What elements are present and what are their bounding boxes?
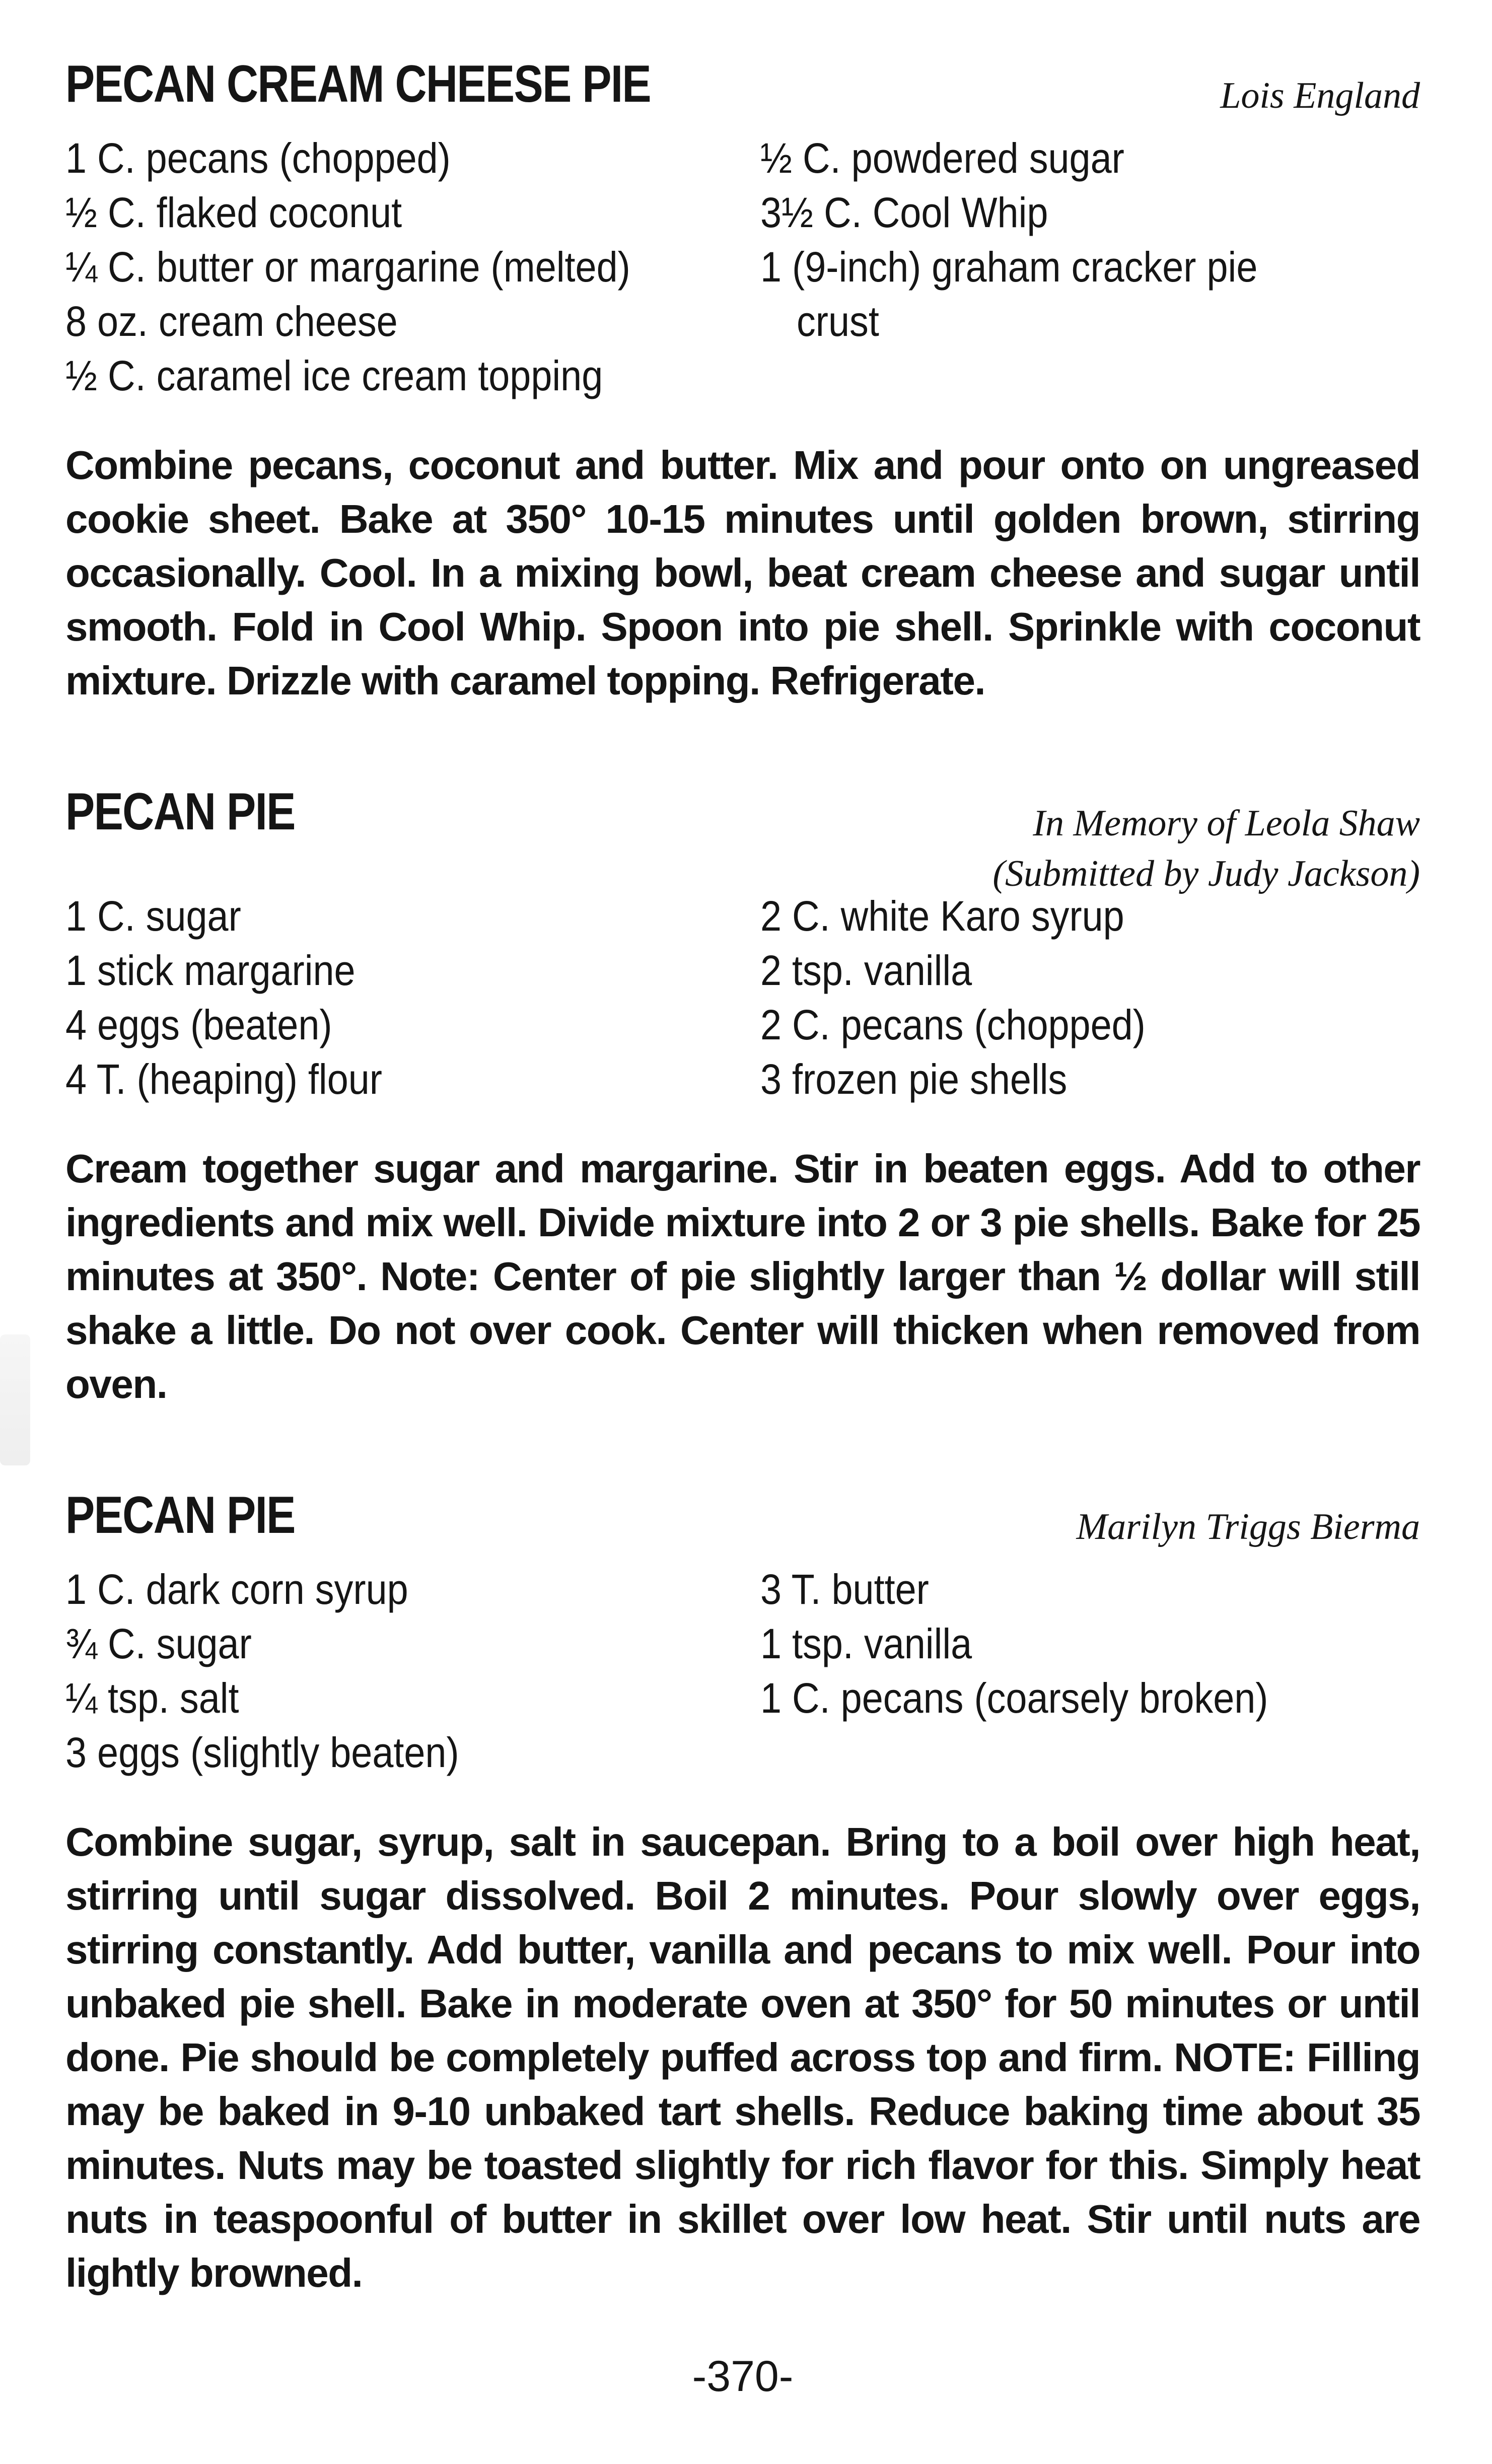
- ingredient: 3½ C. Cool Whip: [760, 189, 1048, 236]
- page-number: -370-: [692, 2352, 794, 2401]
- recipe-credit: [1077, 1502, 1420, 1552]
- recipe-header: [65, 1487, 1420, 1562]
- recipe-method: Combine sugar, syrup, salt in saucepan. Bring to a boil over high heat, stirring until sugar dissolved. Boil 2 minutes. Pour slowly over eggs, stirring constantly. Add butter, vanilla and pecans to mix well. Pour into unbaked pie shell. Bake in moderate oven at 350° for 50 minutes or until done. Pie should be completely puffed across top and firm. NOTE: Filling may be baked in 9-10 unbaked tart shells. Reduce baking time about 35 minutes. Nuts may be toasted slightly for rich flavor for this. Simply heat nuts in teaspoonful of butter in skillet over low heat. Stir until nuts are lightly browned.: [65, 1819, 1420, 2295]
- ingredient: ¾ C. sugar: [65, 1620, 252, 1667]
- ingredient: 1 stick margarine: [65, 947, 356, 994]
- ingredients-column-right: [760, 1562, 1420, 1780]
- recipe-credit: [992, 798, 1420, 899]
- credit-line: (Submitted by Judy Jackson): [992, 853, 1420, 894]
- recipe-credit: [1220, 71, 1420, 121]
- ingredient: 4 T. (heaping) flour: [65, 1055, 382, 1103]
- credit-line: Marilyn Triggs Bierma: [1076, 1506, 1420, 1547]
- ingredient: 3 frozen pie shells: [760, 1055, 1068, 1103]
- ingredients-list: [65, 1562, 1420, 1780]
- recipe-pecan-cream-cheese-pie: [65, 55, 1420, 708]
- ingredient-continued: crust: [797, 298, 879, 345]
- ingredient: ¼ C. butter or margarine (melted): [65, 243, 630, 291]
- ingredient: 1 C. pecans (coarsely broken): [760, 1674, 1268, 1722]
- recipe-title: PECAN PIE: [65, 1486, 295, 1544]
- recipe-pecan-pie-bierma: [65, 1487, 1420, 2300]
- recipe-pecan-pie-shaw: [65, 783, 1420, 1411]
- ingredients-column-left: [65, 889, 760, 1106]
- recipe-title: PECAN CREAM CHEESE PIE: [65, 55, 651, 113]
- recipe-header: [65, 55, 1420, 131]
- ingredient: 3 eggs (slightly beaten): [65, 1729, 459, 1776]
- ingredient: 2 C. pecans (chopped): [760, 1001, 1146, 1048]
- ingredient: 1 C. pecans (chopped): [65, 134, 451, 182]
- recipe-method: Cream together sugar and margarine. Stir in beaten eggs. Add to other ingredients and mix well. Divide mixture into 2 or 3 pie shells. Bake for 25 minutes at 350°. Note: Center of pie slightly larger than ½ dollar will still shake a little. Do not over cook. Center will thicken when removed from oven.: [65, 1146, 1420, 1406]
- ingredient: ½ C. flaked coconut: [65, 189, 402, 236]
- ingredients-list: [65, 889, 1420, 1106]
- ingredient: 8 oz. cream cheese: [65, 298, 398, 345]
- bleed-through-mark: [0, 1334, 30, 1465]
- ingredients-column-right: [760, 889, 1420, 1106]
- ingredient: 2 tsp. vanilla: [760, 947, 972, 994]
- ingredient: 1 C. dark corn syrup: [65, 1566, 408, 1613]
- ingredients-column-right: [760, 131, 1420, 403]
- ingredient: 1 (9-inch) graham cracker pie: [760, 243, 1258, 291]
- ingredients-column-left: [65, 1562, 760, 1780]
- ingredient: ½ C. caramel ice cream topping: [65, 352, 603, 399]
- recipe-title: PECAN PIE: [65, 783, 295, 841]
- ingredient: 1 tsp. vanilla: [760, 1620, 972, 1667]
- cookbook-page: [65, 55, 1420, 2401]
- ingredient: 3 T. butter: [760, 1566, 929, 1613]
- ingredient: ¼ tsp. salt: [65, 1674, 239, 1722]
- ingredient: ½ C. powdered sugar: [760, 134, 1124, 182]
- ingredients-list: [65, 131, 1420, 403]
- credit-line: Lois England: [1220, 75, 1420, 116]
- recipe-header: [65, 783, 1420, 894]
- ingredients-column-left: [65, 131, 760, 403]
- credit-line: In Memory of Leola Shaw: [1033, 803, 1420, 844]
- ingredient: 2 C. white Karo syrup: [760, 892, 1124, 940]
- ingredient: 4 eggs (beaten): [65, 1001, 332, 1048]
- recipe-method: Combine pecans, coconut and butter. Mix and pour onto on ungreased cookie sheet. Bake at 350° 10-15 minutes until golden brown, stirring occasionally. Cool. In a mixing bowl, beat cream cheese and sugar until smooth. Fold in Cool Whip. Spoon into pie shell. Sprinkle with coconut mixture. Drizzle with caramel topping. Refrigerate.: [65, 443, 1420, 703]
- ingredient: 1 C. sugar: [65, 892, 241, 940]
